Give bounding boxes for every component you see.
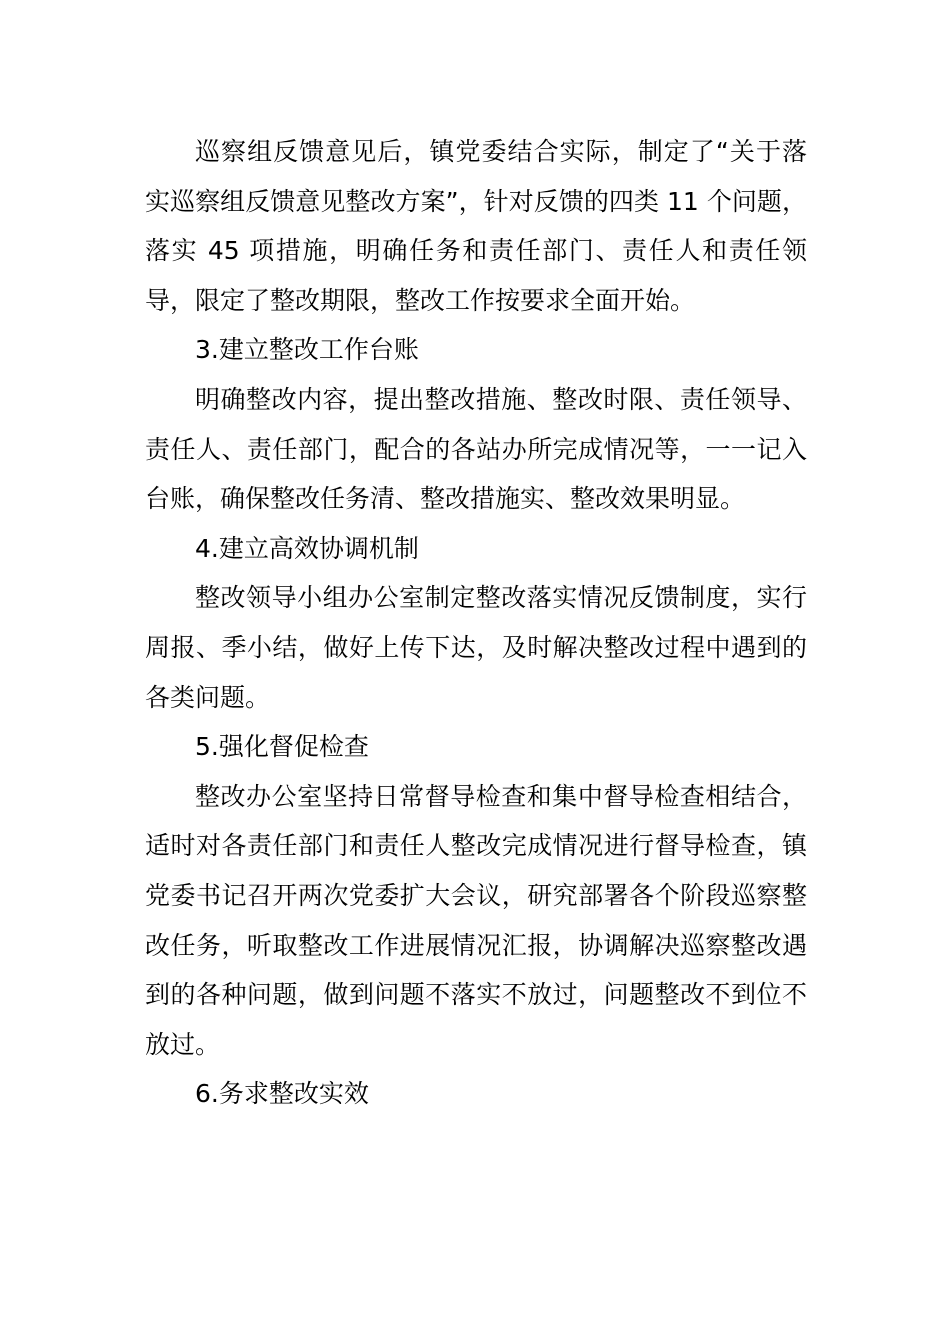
heading-coordination: 4.建立高效协调机制 — [195, 533, 419, 563]
paragraph-supervision: 整改办公室坚持日常督导检查和集中督导检查相结合，适时对各责任部门和责任人整改完成情况进行督导检查，镇党委书记召开两次党委扩大会议，研究部署各个阶段巡察整改任务，听取整改工作进展情况汇报，协调解决巡察整改遇到的各种问题，做到问题不落实不放过，问题整改不到位不放过。 — [145, 781, 807, 1059]
heading-effectiveness: 6.务求整改实效 — [195, 1079, 369, 1109]
paragraph-feedback-plan: 巡察组反馈意见后，镇党委结合实际，制定了“关于落实巡察组反馈意见整改方案”，针对反馈的四类 11 个问题，落实 45 项措施，明确任务和责任部门、责任人和责任领导，限定了整改期限，整改工作按要求全面开始。 — [145, 137, 807, 315]
paragraph-ledger: 明确整改内容，提出整改措施、整改时限、责任领导、责任人、责任部门，配合的各站办所完成情况等，一一记入台账，确保整改任务清、整改措施实、整改效果明显。 — [145, 384, 807, 514]
heading-supervision: 5.强化督促检查 — [195, 732, 369, 762]
heading-ledger: 3.建立整改工作台账 — [195, 335, 419, 365]
paragraph-coordination: 整改领导小组办公室制定整改落实情况反馈制度，实行周报、季小结，做好上传下达，及时解决整改过程中遇到的各类问题。 — [145, 583, 807, 712]
document-body — [145, 127, 807, 1119]
